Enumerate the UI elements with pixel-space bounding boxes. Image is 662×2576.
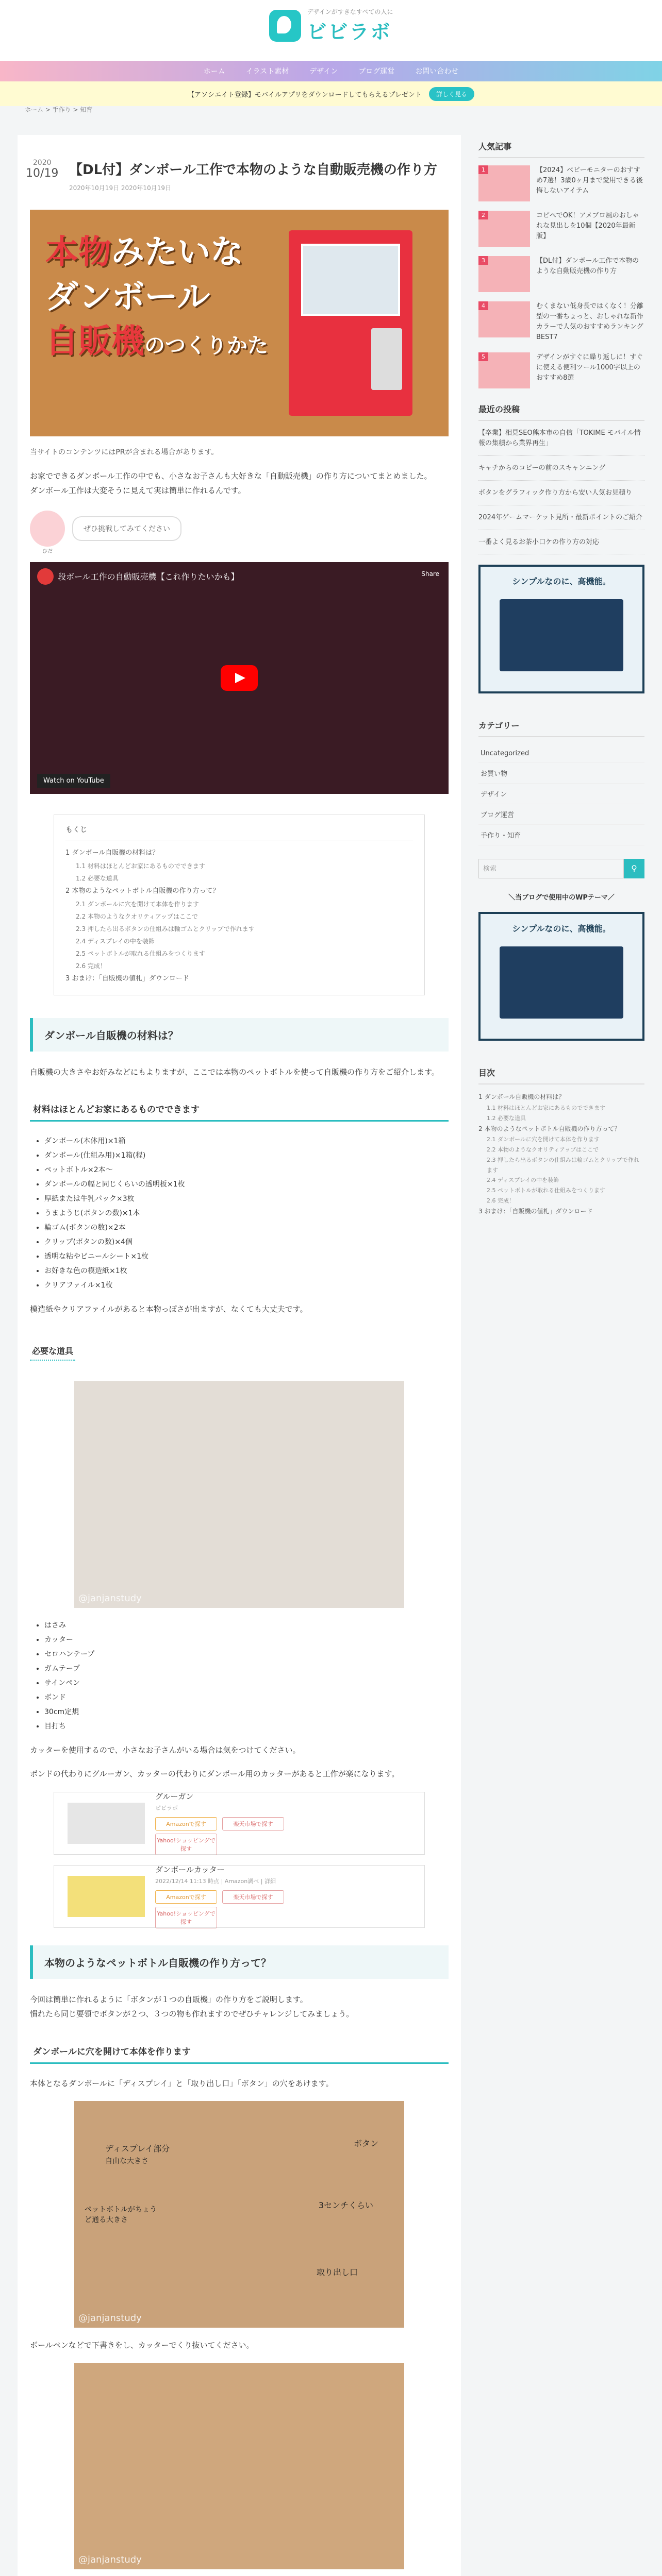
material-item: • お好きな色の模造紙×1枚 bbox=[44, 1264, 449, 1278]
avatar-name: ひだ bbox=[42, 548, 53, 554]
product-card-cutter bbox=[54, 1865, 425, 1928]
hero-image bbox=[30, 210, 449, 436]
sidebar-toc-item[interactable]: 2.3 押したら出るボタンの仕組みは輪ゴムとクリップで作れます bbox=[487, 1156, 639, 1174]
tools-photo bbox=[74, 1381, 404, 1608]
material-item: • 透明な粘やビニールシート×1枚 bbox=[44, 1249, 449, 1264]
category-item[interactable]: Uncategorized bbox=[478, 744, 644, 763]
recent-heading: 最近の投稿 bbox=[478, 398, 644, 421]
howto-line-2: 慣れたら同じ要領でボタンが２つ、３つの物も作れますのでぜひチャレンジしてみましょう。 bbox=[30, 2009, 354, 2019]
body-paragraph-2: ボールペンなどで下書きをし、カッターでくり抜いてください。 bbox=[30, 2341, 254, 2350]
materials-intro: 自販機の大きさやお好みなどにもよりますが、ここでは本物のペットボトルを使って自販機の作り方をご紹介します。 bbox=[30, 1067, 439, 1077]
sidebar-toc-item[interactable]: 2.2 本物のようなクオリティアップはここで bbox=[487, 1146, 599, 1153]
rank-badge: 2 bbox=[478, 211, 488, 219]
toc-item[interactable]: 1.1 材料はほとんどお家にあるものでできます bbox=[76, 862, 205, 870]
category-item[interactable]: デザイン bbox=[478, 784, 644, 804]
site-tagline: デザインがすきなすべての人に bbox=[307, 8, 393, 15]
ad-title: シンプルなのに、高機能。 bbox=[512, 577, 611, 587]
material-item: • うまようじ(ボタンの数)×1本 bbox=[44, 1206, 449, 1221]
howto-line-1: 今回は簡単に作れるように「ボタンが１つの自販機」の作り方をご説明します。 bbox=[30, 1994, 308, 2004]
logo-icon bbox=[269, 10, 301, 42]
site-name: ビビラボ bbox=[307, 21, 392, 43]
site-header bbox=[0, 0, 662, 61]
toc-item[interactable]: 2.4 ディスプレイの中を装飾 bbox=[76, 937, 155, 945]
sidebar-toc-item[interactable]: 1 ダンボール自販機の材料は？ bbox=[478, 1093, 565, 1101]
product-meta: 2022/12/14 11:13 時点 | Amazon調べ | 詳細 bbox=[155, 1878, 276, 1885]
channel-icon bbox=[37, 568, 54, 585]
nav-item-illust[interactable]: イラスト素材 bbox=[245, 67, 289, 76]
tools-list bbox=[44, 1618, 449, 1734]
popular-thumbnail[interactable] bbox=[478, 256, 530, 292]
photo-watermark: @janjanstudy bbox=[78, 1592, 142, 1604]
hero-text bbox=[45, 230, 268, 364]
material-item: • ダンボール(仕組み用)×1箱(程) bbox=[44, 1148, 449, 1163]
hero-line4: のつくりかた bbox=[144, 334, 268, 358]
rank-badge: 5 bbox=[478, 352, 488, 361]
category-list bbox=[478, 744, 644, 845]
photo-watermark: @janjanstudy bbox=[78, 2313, 142, 2324]
toc-item[interactable]: 1.2 必要な道具 bbox=[76, 874, 119, 882]
intro-line-2: ダンボール工作は大変そうに見えて実は簡単に作れるんです。 bbox=[30, 486, 246, 496]
hero-line3: 自販機 bbox=[45, 323, 144, 361]
global-nav bbox=[0, 61, 662, 81]
sidebar-toc-item[interactable]: 2 本物のようなペットボトル自販機の作り方って？ bbox=[478, 1125, 621, 1132]
materials-note: 模造紙やクリアファイルがあると本物っぽさが出ますが、なくても大丈夫です。 bbox=[30, 1304, 308, 1314]
search-form bbox=[478, 859, 644, 878]
amazon-button[interactable]: Amazonで探す bbox=[155, 1890, 217, 1904]
intro-paragraph bbox=[30, 469, 449, 498]
photo-label-outlet: 取り出し口 bbox=[316, 2267, 358, 2278]
sidebar-toc-item[interactable]: 1.2 必要な道具 bbox=[487, 1114, 526, 1122]
section-heading-materials: ダンボール自販機の材料は？ bbox=[30, 1018, 449, 1052]
ad-label: ＼当ブログで使用中のWPテーマ／ bbox=[508, 894, 615, 902]
search-input[interactable]: 検索 bbox=[478, 859, 624, 878]
body-paragraph: 本体となるダンボールに「ディスプレイ」と「取り出し口」「ボタン」の穴をあけます。 bbox=[30, 2078, 334, 2088]
play-icon[interactable] bbox=[221, 665, 258, 691]
vending-outlet bbox=[371, 328, 402, 390]
table-of-contents bbox=[54, 815, 425, 995]
sidebar-toc bbox=[478, 1092, 644, 1217]
materials-list bbox=[44, 1134, 449, 1293]
popular-list bbox=[478, 165, 644, 388]
tools-caution: カッターを使用するので、小さなお子さんがいる場合は気をつけてください。 bbox=[30, 1745, 301, 1755]
sidebar-toc-item[interactable]: 1.1 材料はほとんどお家にあるものでできます bbox=[487, 1104, 605, 1111]
material-item: • クリアファイル×1枚 bbox=[44, 1278, 449, 1293]
sidebar-toc-item[interactable]: 2.4 ディスプレイの中を装飾 bbox=[487, 1177, 559, 1184]
popular-title[interactable]: 【2024】ベビーモニターのおすすめ7選！3歳0ヶ月まで愛用できる後悔しないアイテム bbox=[536, 166, 643, 195]
post-date: 10/19 bbox=[26, 167, 59, 180]
video-title[interactable]: 段ボール工作の自動販売機【これ作りたいかも】 bbox=[58, 571, 239, 582]
material-item: • ダンボール(本体用)×1箱 bbox=[44, 1134, 449, 1148]
product-image-glue-gun[interactable] bbox=[68, 1803, 145, 1844]
subheading-materials: 材料はほとんどお家にあるものでできます bbox=[30, 1097, 449, 1122]
category-item[interactable]: お買い物 bbox=[478, 763, 644, 784]
popular-item[interactable] bbox=[478, 165, 644, 201]
tool-item: • サインペン bbox=[44, 1676, 449, 1690]
rank-badge: 3 bbox=[478, 256, 488, 265]
hero-line1: みたいな bbox=[111, 233, 243, 272]
product-meta: ピビラボ bbox=[155, 1805, 178, 1812]
sidebar-toc-heading: 目次 bbox=[478, 1061, 644, 1084]
pr-note: 当サイトのコンテンツにはPRが含まれる場合があります。 bbox=[30, 448, 219, 457]
breadcrumb[interactable]: ホーム > 手作り > 知育 bbox=[25, 106, 93, 113]
subheading-body: ダンボールに穴を開けて本体を作ります bbox=[30, 2039, 449, 2064]
toc-item[interactable]: 2.1 ダンボールに穴を開けて本体を作ります bbox=[76, 900, 199, 908]
product-image-cutter[interactable] bbox=[68, 1876, 145, 1917]
rank-badge: 1 bbox=[478, 165, 488, 174]
recent-post-link[interactable]: 2024年ゲームマーケット見所・最新ポイントのご紹介 bbox=[478, 513, 644, 530]
recent-post-link[interactable]: ボタンをグラフィック作り方から安い人気お見積り bbox=[478, 488, 644, 505]
post-year: 2020 bbox=[32, 159, 52, 167]
photo-label-display: ディスプレイ部分 bbox=[105, 2144, 170, 2154]
author-avatar bbox=[30, 511, 65, 554]
hero-line1-red: 本物 bbox=[45, 233, 111, 272]
search-icon[interactable]: ⚲ bbox=[624, 859, 644, 878]
material-item: • 厚紙または牛乳パック×3枚 bbox=[44, 1192, 449, 1206]
popular-thumbnail[interactable] bbox=[478, 352, 530, 388]
sidebar-toc-item[interactable]: 2.5 ペットボトルが取れる仕組みをつくります bbox=[487, 1187, 605, 1194]
article bbox=[18, 135, 461, 2576]
yahoo-button[interactable]: Yahoo!ショッピングで探す bbox=[155, 1834, 217, 1855]
material-item: • ダンボールの幅と同じくらいの透明板×1枚 bbox=[44, 1177, 449, 1192]
sidebar bbox=[478, 135, 644, 1217]
nav-item-blog[interactable]: ブログ運営 bbox=[358, 67, 395, 76]
popular-heading: 人気記事 bbox=[478, 135, 644, 158]
youtube-embed[interactable] bbox=[30, 562, 449, 794]
howto-intro bbox=[30, 1992, 449, 2022]
toc-heading: もくじ bbox=[65, 824, 413, 840]
material-item: • 輪ゴム(ボタンの数)×2本 bbox=[44, 1221, 449, 1235]
photo-label-display-size: 自由な大きさ bbox=[105, 2157, 148, 2166]
post-meta: 2020年10月19日 2020年10月19日 bbox=[69, 184, 171, 192]
popular-item[interactable] bbox=[478, 211, 644, 247]
toc-item[interactable]: 3 おまけ：「自販機の値札」ダウンロード bbox=[65, 974, 189, 982]
photo-label-button: ボタン bbox=[353, 2139, 378, 2149]
product-name[interactable]: グルーガン bbox=[155, 1792, 194, 1802]
popular-thumbnail[interactable] bbox=[478, 301, 530, 337]
popular-title[interactable]: 【DL付】ダンボール工作で本物のような自動販売機の作り方 bbox=[536, 257, 639, 276]
cardboard-photo bbox=[74, 2101, 404, 2328]
recent-post-link[interactable]: 【卒業】相見SEO熊本市の自信「TOKIME モバイル情報の集積から業界再生」 bbox=[478, 428, 644, 456]
popular-thumbnail[interactable] bbox=[478, 211, 530, 247]
toc-item[interactable]: 1 ダンボール自販機の材料は？ bbox=[65, 849, 159, 857]
sidebar-toc-item[interactable]: 2.1 ダンボールに穴を開けて本体を作ります bbox=[487, 1136, 600, 1143]
toc-item[interactable]: 2.3 押したら出るボタンの仕組みは輪ゴムとクリップで作れます bbox=[76, 925, 255, 933]
ad-banner-2[interactable] bbox=[478, 912, 644, 1041]
amazon-button[interactable]: Amazonで探す bbox=[155, 1817, 217, 1831]
page-title: 【DL付】ダンボール工作で本物のような自動販売機の作り方 bbox=[69, 162, 437, 178]
tool-item: • セロハンテープ bbox=[44, 1647, 449, 1662]
product-card-glue-gun bbox=[54, 1792, 425, 1855]
ad-image bbox=[500, 599, 623, 671]
category-heading: カテゴリー bbox=[478, 714, 644, 737]
toc-item[interactable]: 2.6 完成！ bbox=[76, 962, 106, 970]
rakuten-button[interactable]: 楽天市場で探す bbox=[222, 1890, 284, 1904]
product-name[interactable]: ダンボールカッター bbox=[155, 1865, 225, 1875]
promo-bar bbox=[0, 81, 662, 106]
toc-item[interactable]: 2.5 ペットボトルが取れる仕組みをつくります bbox=[76, 950, 205, 957]
tool-item: • はさみ bbox=[44, 1618, 449, 1633]
cutting-photo bbox=[74, 2363, 404, 2569]
photo-label-button-size: 3センチくらい bbox=[318, 2200, 373, 2211]
promo-button[interactable]: 詳しく見る bbox=[429, 87, 474, 101]
tool-item: • ガムテープ bbox=[44, 1662, 449, 1676]
watch-on-youtube-button[interactable]: Watch on YouTube bbox=[37, 774, 110, 788]
material-item: • ペットボトル×2本〜 bbox=[44, 1163, 449, 1177]
ad-banner-1[interactable] bbox=[478, 565, 644, 693]
popular-title[interactable]: デザインがすぐに繰り返しに！すぐに使える便利ツール1000字以上のおすすめ8選 bbox=[536, 353, 643, 382]
rakuten-button[interactable]: 楽天市場で探す bbox=[222, 1817, 284, 1831]
vending-display bbox=[301, 244, 400, 316]
hero-line2: ダンボール bbox=[45, 278, 210, 316]
popular-title[interactable]: コピペでOK！アメブロ風のおしゃれな見出しを10個【2020年最新版】 bbox=[536, 212, 639, 241]
yahoo-button[interactable]: Yahoo!ショッピングで探す bbox=[155, 1907, 217, 1928]
intro-line-1: お家でできるダンボール工作の中でも、小さなお子さんも大好きな「自動販売機」の作り方についてまとめました。 bbox=[30, 471, 432, 481]
share-button[interactable]: Share bbox=[421, 570, 439, 578]
popular-thumbnail[interactable] bbox=[478, 165, 530, 201]
category-item[interactable]: 手作り・知育 bbox=[478, 825, 644, 845]
nav-item-contact[interactable]: お問い合わせ bbox=[415, 67, 459, 76]
toc-list bbox=[65, 846, 413, 986]
recent-post-link[interactable]: キャチからのコピーの前のスキャンニング bbox=[478, 463, 644, 481]
tool-item: • ボンド bbox=[44, 1690, 449, 1705]
tool-item: • 30cm定規 bbox=[44, 1705, 449, 1719]
toc-item[interactable]: 2 本物のようなペットボトル自販機の作り方って？ bbox=[65, 887, 220, 895]
recent-post-link[interactable]: 一番よく見るお茶小口ケの作り方の対応 bbox=[478, 537, 644, 555]
toc-item[interactable]: 2.2 本物のようなクオリティアップはここで bbox=[76, 912, 198, 920]
photo-label-pet: ペットボトルがちょうど通る大きさ bbox=[85, 2206, 157, 2225]
ad-image bbox=[500, 946, 623, 1019]
subheading-tools: 必要な道具 bbox=[30, 1342, 75, 1361]
logo-text bbox=[307, 7, 393, 44]
tools-alternative: ボンドの代わりにグルーガン、カッターの代わりにダンボール用のカッターがあると工作が楽になります。 bbox=[30, 1769, 400, 1779]
category-item[interactable]: ブログ運営 bbox=[478, 804, 644, 825]
recent-list bbox=[478, 428, 644, 555]
popular-item[interactable] bbox=[478, 256, 644, 292]
sidebar-toc-item[interactable]: 2.6 完成！ bbox=[487, 1197, 515, 1204]
photo-watermark: @janjanstudy bbox=[78, 2554, 142, 2565]
section-heading-howto: 本物のようなペットボトル自販機の作り方って？ bbox=[30, 1945, 449, 1979]
speech-bubble: ぜひ挑戦してみてください bbox=[72, 516, 181, 541]
vending-machine-illustration bbox=[289, 230, 412, 416]
post-date-box bbox=[26, 159, 58, 180]
popular-item[interactable] bbox=[478, 352, 644, 388]
site-logo[interactable] bbox=[269, 7, 393, 44]
tool-item: • カッター bbox=[44, 1633, 449, 1647]
rank-badge: 4 bbox=[478, 301, 488, 310]
ad-title: シンプルなのに、高機能。 bbox=[512, 924, 611, 934]
nav-item-design[interactable]: デザイン bbox=[309, 67, 338, 76]
sidebar-toc-item[interactable]: 3 おまけ：「自販機の値札」ダウンロード bbox=[478, 1207, 593, 1215]
nav-item-home[interactable]: ホーム bbox=[203, 67, 225, 76]
tool-item: • 目打ち bbox=[44, 1719, 449, 1734]
promo-text: 【アソシエイト登録】モバイルアプリをダウンロードしてもらえるプレゼント bbox=[188, 91, 422, 99]
popular-item[interactable] bbox=[478, 301, 644, 343]
speech-balloon bbox=[30, 511, 449, 554]
material-item: • クリップ(ボタンの数)×4個 bbox=[44, 1235, 449, 1249]
popular-title[interactable]: むくまない低身長ではくなく！分離型の一番ちょっと、おしゃれな新作カラーで人気のおすすめランキングBEST7 bbox=[536, 302, 644, 342]
